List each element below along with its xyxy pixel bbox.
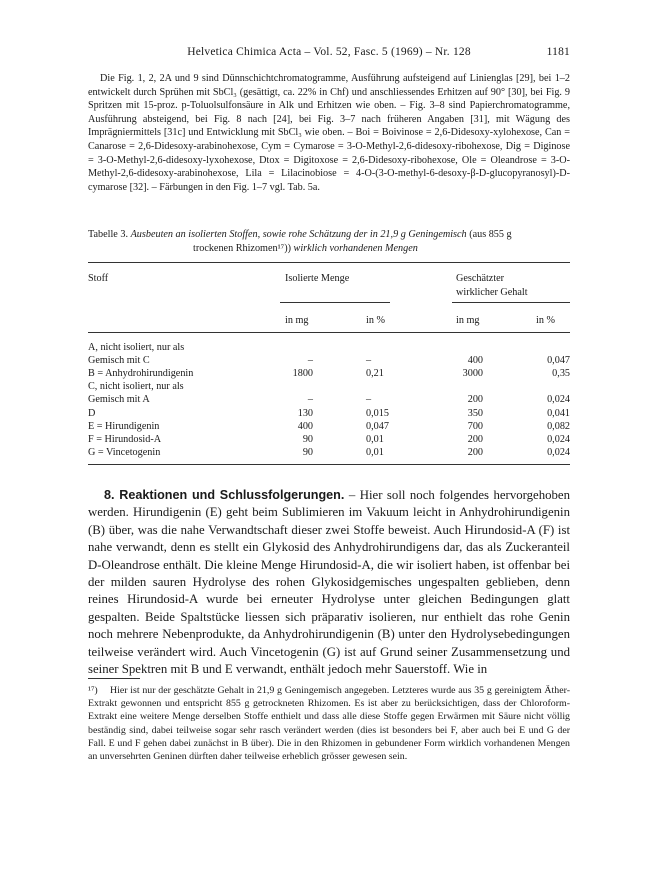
cell-stoff: F = Hirundosid-A: [88, 433, 162, 445]
section-8: [88, 487, 570, 678]
col-header-wirklicher-gehalt: wirklicher Gehalt: [456, 287, 528, 298]
cell-stoff: C, nicht isoliert, nur als: [88, 381, 184, 393]
cell-est-mg: 400: [467, 355, 483, 367]
col-header-iso-pct: in %: [366, 315, 385, 326]
cell-iso-pct: 0,01: [366, 433, 384, 445]
cell-iso-mg: –: [307, 394, 313, 406]
cell-stoff: B = Anhydrohirundigenin: [88, 368, 194, 380]
footnote-text: Hier ist nur der geschätzte Gehalt in 21,9 g Geningemisch angegeben. Letzteres wurde aus 35 g gereinigtem Äther-Extrakt gewonnen und entspricht 855 g getrockneten Rhizomen. Es ist aber zu berücksichtigen, dass der Chloroform-Extrakt eine weitere Menge derselben Stoffe enthielt und dass alle diese Stoffe gegen Erwärmen mit Säure nicht völlig beständig sind, dabei teilweise sogar sehr rasch verändert werden (dies ist besonders bei F, aber auch bei E und G der Fall. E und F gehen dabei zunächst in B über). Die in den Rhizomen in gebundener Form wirklich vorhandenen Mengen an unversehrten Geninen dürften daher teilweise erheblich grösser gewesen sein.: [88, 685, 570, 763]
cell-est-pct: 0,082: [547, 420, 570, 432]
cell-est-pct: 0,024: [547, 446, 570, 458]
cell-iso-mg: 90: [302, 446, 313, 458]
cell-iso-pct: 0,047: [366, 420, 389, 432]
page-number: 1181: [546, 46, 570, 58]
col-header-est-mg: in mg: [456, 315, 480, 326]
cell-iso-mg: 1800: [292, 368, 313, 380]
cell-iso-pct: 0,21: [366, 368, 384, 380]
cell-iso-pct: –: [366, 355, 372, 367]
cell-stoff: Gemisch mit A: [88, 394, 150, 406]
cell-est-pct: 0,024: [547, 433, 570, 445]
cell-iso-pct: 0,01: [366, 446, 384, 458]
table-bottom-rule: [88, 464, 570, 465]
cell-stoff: A, nicht isoliert, nur als: [88, 342, 185, 353]
cell-est-mg: 200: [467, 446, 483, 458]
cell-iso-mg: 130: [297, 407, 313, 419]
cell-est-pct: 0,041: [547, 407, 570, 419]
cell-stoff: D: [88, 407, 96, 419]
cell-iso-pct: –: [366, 394, 372, 406]
journal-title: Helvetica Chimica Acta – Vol. 52, Fasc. 5 (1969) – Nr. 128: [187, 46, 471, 58]
cell-est-pct: 0,047: [547, 355, 570, 367]
cell-iso-pct: 0,015: [366, 407, 389, 419]
cell-est-mg: 350: [467, 407, 483, 419]
cell-est-mg: 700: [467, 420, 483, 432]
cell-iso-mg: –: [307, 355, 313, 367]
figure-notes-paragraph: [88, 72, 570, 194]
cell-stoff: E = Hirundigenin: [88, 420, 160, 432]
table-group-rule-left: [280, 302, 390, 303]
cell-iso-mg: 90: [302, 433, 313, 445]
col-header-isolierte-menge: Isolierte Menge: [285, 273, 350, 284]
cell-est-mg: 3000: [462, 368, 483, 380]
table-top-rule: [88, 262, 570, 263]
table-title-italic-2: wirklich vorhandenen Mengen: [293, 242, 418, 254]
col-header-geschaetzter: Geschätzter: [456, 273, 505, 284]
col-header-iso-mg: in mg: [285, 315, 309, 326]
cell-stoff: Gemisch mit C: [88, 355, 150, 367]
table-title-italic: Ausbeuten an isolierten Stoffen, sowie rohe Schätzung der in 21,9 g Geningemisch: [130, 229, 467, 240]
table-header-rule: [88, 332, 570, 333]
col-header-stoff: Stoff: [88, 273, 109, 284]
table-title-roman: (aus 855 g: [469, 229, 512, 240]
figure-notes-text: Die Fig. 1, 2, 2A und 9 sind Dünnschichtchromatogramme, Ausführung aufsteigend auf Linienglas [29], bei 1–2 entwickelt durch Sprühen mit SbCl₃ (gesättigt, ca. 22% in Chf) und anschliessendes Erhitzen auf 90° [30], bei Fig. 9 Spritzen mit 15-proz. p-Toluolsulfonsäure in Alk und Erhitzen wie oben. – Fig. 3–8 sind Papierchromatogramme, Ausführung absteigend, bei Fig. 8 nach [24], bei Fig. 3–7 nach früheren Angaben [31], mit Wägung des Imprägniermittels [31c] und Entwicklung mit SbCl₃ wie oben. – Boi = Boivinose = 2,6-Didesoxy-xylohexose, Can = Canarose = 2,6-Didesoxy-arabinohexose, Cym = Cymarose = 3-O-Methyl-2,6-didesoxy-ribohexose, Dig = Diginose = 3-O-Methyl-2,6-didesoxy-lyxohexose, Dtox = Digitoxose = 2,6-Didesoxy-ribohexose, Ole = Oleandrose = 3-O-Methyl-2,6-didesoxy-arabinohexose, Lila = Lilacinobiose = 4-O-(3-O-methyl-6-desoxy-β-D-glucopyranosyl)-D-cymarose [32]. – Färbungen in den Fig. 1–7 vgl. Tab. 5a.: [88, 73, 570, 193]
footnote-mark: ¹⁷): [88, 685, 98, 696]
section-heading: 8. Reaktionen und Schlussfolgerungen.: [104, 488, 345, 502]
cell-stoff: G = Vincetogenin: [88, 446, 161, 458]
cell-iso-mg: 400: [297, 420, 313, 432]
table-caption: [88, 228, 570, 255]
col-header-est-pct: in %: [536, 315, 555, 326]
cell-est-pct: 0,024: [547, 394, 570, 406]
table-label: Tabelle 3.: [88, 229, 129, 240]
section-body: – Hier soll noch folgendes hervorgehoben werden. Hirundigenin (E) geht beim Sublimieren im Vakuum leicht in Anhydrohirundigenin (B) über, was die nahe Verwandtschaft dieser zwei Stoffe beweist. Auch Hirundosid-A (F) ist nahe verwandt, denn es stellt ein Glykosid des Anhydrohirundigens dar, das als Zuckeranteil D-Oleandrose enthält. Die kleine Menge Hirundosid-A, die wir isoliert haben, ist offenbar bei der milden sauren Hydrolyse des rohen Glykosidgemisches ungespalten geblieben, denn reines Hirundosid-A wurde bei erneuter Hydrolyse unter gleichen Bedingungen glatt gespalten. Beide Spaltstücke liessen sich präparativ isolieren, nur enthielt das rohe Genin noch mehrere Nebenprodukte, da Anhydrohirundigenin (B) unter den Hydrolysebedingungen teilweise verändert wird. Auch Vincetogenin (G) ist auf Grund seiner Zusammensetzung und seiner Spektren mit B und E verwandt, enthält jedoch mehr Sauerstoff. Wie in: [88, 488, 570, 677]
table-title-roman-2: trockenen Rhizomen¹⁷)): [193, 242, 291, 254]
cell-est-pct: 0,35: [552, 368, 570, 380]
footnote-rule: [88, 678, 140, 679]
cell-est-mg: 200: [467, 433, 483, 445]
footnote-17: [88, 684, 570, 763]
cell-est-mg: 200: [467, 394, 483, 406]
table-group-rule-right: [452, 302, 570, 303]
